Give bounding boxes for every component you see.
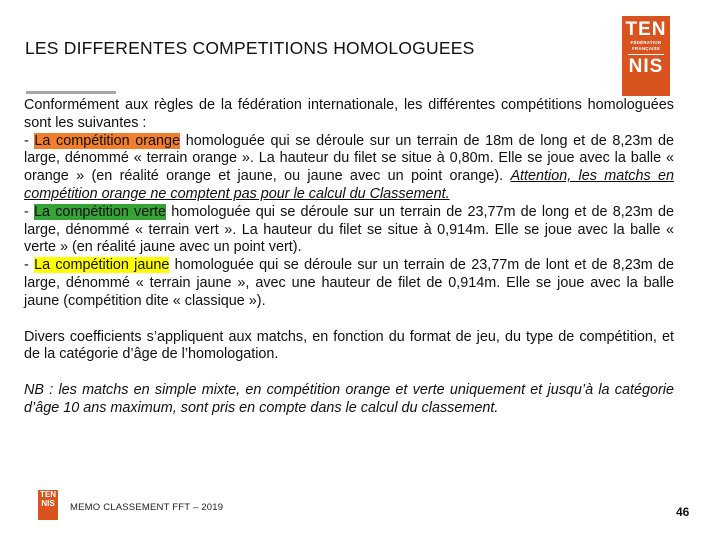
paragraph-nb: NB : les matchs en simple mixte, en compétition orange et verte uniquement et jusqu’à la catégorie d’âge 10 ans maximum, sont pris en compte dans le calcul du classement. [24,382,674,416]
footer-tennis-logo [38,490,58,520]
footer-text: MEMO CLASSEMENT FFT – 2019 [70,502,224,513]
logo-subtext-2: FRANÇAISE [631,46,661,51]
green-competition-text: homologuée qui se déroule sur un terrain de 23,77m de long et de 8,23m de large, dénommé « terrain vert ». La hauteur du filet se situe à 0,914m. Elle se joue avec la balle « verte » (en réalité jaune avec un point vert). [24,203,674,256]
logo-divider [628,54,664,55]
yellow-prefix: - [24,257,35,274]
intro-text: Conformément aux règles de la fédération internationale, les différentes compétitions homologuées sont les suivantes : [24,97,674,131]
logo-text-top: TEN [625,19,667,40]
orange-competition-text: homologuée qui se déroule sur un terrain de 18m de long et de 8,23m de large, dénommé « terrain orange ». La hauteur du filet se situe à 0,80m. Elle se joue avec la balle « orange » (en réalité orange et jaune, ou jaune avec un point orange). [24,132,675,185]
page-title: LES DIFFERENTES COMPETITIONS HOMOLOGUEES [25,38,475,58]
paragraph-coefficients: Divers coefficients s’appliquent aux matchs, en fonction du format de jeu, du type de compétition, et de la catégorie d’âge de l’homologation. [24,328,674,363]
green-competition-label: La compétition verte [34,203,167,220]
tennis-logo [622,16,670,96]
logo-text-bottom: NIS [628,56,664,77]
logo-subtext-1: FÉDÉRATION [630,40,662,45]
main-content [24,97,674,418]
footer-logo-top: TEN [40,490,56,499]
title-underline [26,91,116,94]
footer-logo-bottom: NIS [41,499,55,508]
page-number: 46 [676,505,690,519]
orange-prefix: - [24,132,35,149]
orange-competition-note: Attention, les matchs en compétition orange ne comptent pas pour le calcul du Classement. [24,168,674,202]
yellow-competition-text: homologuée qui se déroule sur un terrain de 23,77m de lont et de 8,23m de large, dénommé « terrain jaune », avec une hauteur de filet de 0,914m. Elle se joue avec la balle jaune (compétition dite « classique »). [24,257,674,309]
orange-competition-label: La compétition orange [34,132,181,149]
green-prefix: - [24,203,35,220]
paragraph-competitions [24,97,674,311]
yellow-competition-label: La compétition jaune [34,257,170,274]
